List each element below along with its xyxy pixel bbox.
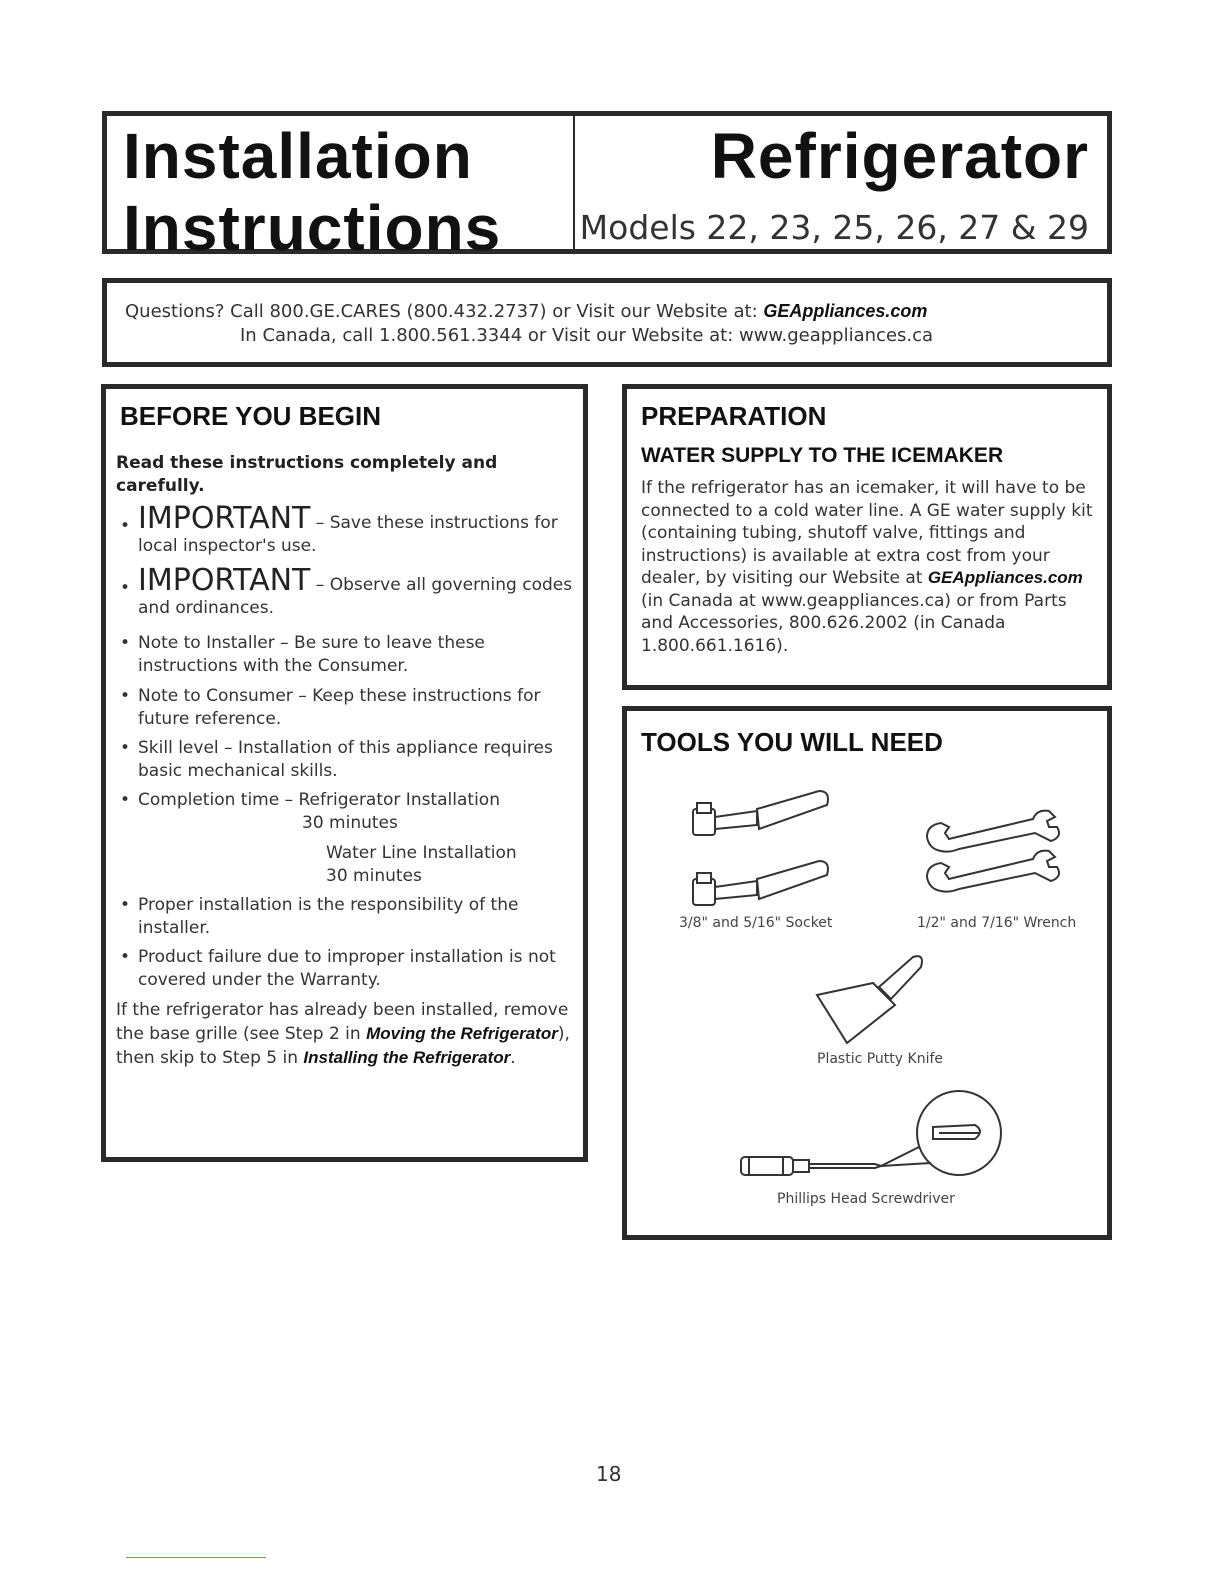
product-failure: Product failure due to improper installation is not covered under the Warranty.: [138, 947, 556, 990]
water-line-time-value: 30 minutes: [326, 866, 422, 886]
document-title: [123, 120, 501, 264]
important-text: – Observe all governing codes and ordinances.: [138, 575, 573, 618]
important-text: – Save these instructions for local inspector's use.: [138, 513, 558, 556]
note-text: If the refrigerator has already been installed, remove the base grille (see Step 2 in: [116, 1000, 569, 1044]
before-you-begin-section: [101, 384, 588, 1162]
section-title: BEFORE YOU BEGIN: [120, 401, 382, 431]
title-line-2: Instructions: [123, 192, 502, 264]
completion-time-value: 30 minutes: [302, 813, 398, 833]
product-title: Refrigerator: [710, 120, 1089, 192]
body-text: If the refrigerator has an icemaker, it will have to be connected to a cold water line. A GE water supply kit (containing tubing, shutoff valve, fittings and instructions) is available at extra cost from your dealer, by visiting our Website at: [641, 478, 1093, 588]
subsection-title: WATER SUPPLY TO THE ICEMAKER: [641, 444, 1004, 467]
contact-box: [102, 278, 1112, 367]
skill-level: Skill level – Installation of this appliance requires basic mechanical skills.: [138, 738, 553, 781]
screwdriver-caption: Phillips Head Screwdriver: [777, 1191, 955, 1207]
section-title: TOOLS YOU WILL NEED: [641, 727, 943, 757]
screwdriver-illustration: [735, 1087, 1005, 1187]
page-number: 18: [596, 1462, 622, 1486]
website-link[interactable]: GEAppliances.com: [927, 568, 1083, 587]
water-line-label: Water Line Installation: [326, 843, 517, 863]
preparation-section: [622, 384, 1112, 690]
list-item: • Product failure due to improper installation is not covered under the Warranty.: [120, 946, 575, 992]
models-subtitle: Models 22, 23, 25, 26, 27 & 29: [579, 208, 1089, 247]
completion-time: Completion time – Refrigerator Installation: [138, 790, 500, 810]
contact-us-text: Questions? Call 800.GE.CARES (800.432.2737) or Visit our Website at:: [125, 301, 764, 322]
wrench-caption: 1/2" and 7/16" Wrench: [917, 915, 1077, 931]
proper-installation: Proper installation is the responsibility of the installer.: [138, 895, 519, 938]
moving-link: Moving the Refrigerator: [366, 1024, 558, 1043]
header-divider: [573, 116, 575, 249]
header-box: [102, 111, 1112, 264]
section-title: PREPARATION: [641, 401, 827, 431]
list-item: • Skill level – Installation of this appliance requires basic mechanical skills.: [120, 737, 575, 783]
putty-knife-illustration: [813, 947, 933, 1047]
socket-caption: 3/8" and 5/16" Socket: [679, 915, 833, 931]
contact-line-canada: In Canada, call 1.800.561.3344 or Visit our Website at: www.geappliances.ca: [240, 325, 934, 346]
contact-line-us: [125, 301, 927, 322]
already-installed-note: [116, 999, 586, 1070]
tools-section: [622, 706, 1112, 1240]
list-item: • Note to Installer – Be sure to leave these instructions with the Consumer.: [120, 632, 575, 678]
list-item: • IMPORTANT – Save these instructions for local inspector's use.: [120, 501, 558, 556]
title-line-1: Installation: [123, 120, 473, 192]
list-item: • Completion time – Refrigerator Installation 30 minutes Water Line Installation 30 minutes: [120, 789, 575, 888]
list-item: • Note to Consumer – Keep these instructions for future reference.: [120, 685, 575, 731]
body-text: (in Canada at www.geappliances.ca) or from Parts and Accessories, 800.626.2002 (in Canada 1.800.661.1616).: [641, 590, 1067, 656]
important-label: IMPORTANT: [138, 563, 311, 598]
knife-caption: Plastic Putty Knife: [817, 1051, 943, 1067]
website-link[interactable]: GEAppliances.com: [763, 301, 928, 321]
water-supply-text: [641, 477, 1096, 657]
note-installer: Note to Installer – Be sure to leave these instructions with the Consumer.: [138, 633, 485, 676]
wrench-illustration: [923, 807, 1073, 897]
intro-text: Read these instructions completely and carefully.: [116, 453, 498, 496]
note-text: .: [510, 1048, 516, 1068]
note-text: ), then skip to Step 5 in: [116, 1024, 570, 1068]
important-label: IMPORTANT: [138, 501, 311, 536]
note-consumer: Note to Consumer – Keep these instructions for future reference.: [138, 686, 541, 729]
list-item: • Proper installation is the responsibility of the installer.: [120, 894, 575, 940]
list-item: • IMPORTANT – Observe all governing codes and ordinances.: [120, 563, 573, 618]
socket-illustration: [687, 785, 837, 915]
installing-link: Installing the Refrigerator: [303, 1048, 511, 1067]
footer-line: [126, 1557, 266, 1558]
